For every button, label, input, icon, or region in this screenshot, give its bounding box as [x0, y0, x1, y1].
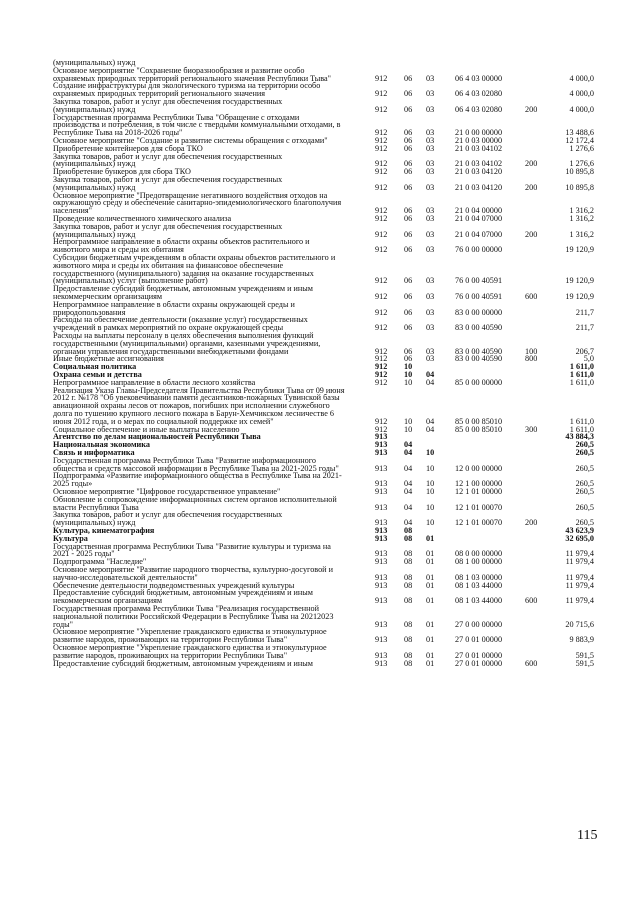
subsection-code: 03	[426, 291, 435, 301]
admin-code: 912	[375, 291, 388, 301]
amount: 13 488,6	[565, 128, 594, 138]
admin-code: 912	[375, 128, 388, 138]
admin-code: 912	[375, 73, 388, 83]
amount: 32 695,0	[565, 533, 594, 543]
subsection-code: 03	[426, 307, 435, 317]
admin-code: 912	[375, 182, 388, 192]
amount: 591,5	[575, 658, 594, 668]
target-article-code: 08 0 00 00000	[455, 549, 503, 559]
target-article-code: 85 0 00 85010	[455, 424, 503, 434]
subsection-code: 10	[426, 448, 435, 457]
admin-code: 912	[375, 354, 388, 364]
expense-name: Непрограммное направление в области охраны окружающей среды и природопользования	[53, 299, 295, 317]
subsection-code: 03	[426, 143, 435, 153]
expense-name: Закупка товаров, работ и услуг для обеспечения государственных (муниципальных) нужд	[53, 97, 283, 114]
section-code: 10	[404, 416, 413, 426]
subsection-code: 03	[426, 167, 435, 177]
section-code: 06	[404, 128, 413, 138]
section-code: 08	[404, 557, 413, 567]
table-row	[0, 114, 640, 137]
section-code: 08	[404, 526, 413, 535]
section-code: 04	[404, 448, 413, 457]
section-code: 06	[404, 276, 413, 286]
subsection-code: 01	[426, 619, 435, 629]
expense-type-code: 600	[525, 291, 538, 301]
expense-name: Культура	[53, 533, 88, 543]
subsection-code: 03	[426, 229, 435, 239]
table-row	[0, 192, 640, 215]
target-article-code: 21 0 04 00000	[455, 206, 503, 216]
admin-code: 913	[375, 487, 388, 496]
expense-name: Непрограммное направление в области лесного хозяйства	[53, 377, 256, 387]
expense-name: Предоставление субсидий бюджетным, автономным учреждениям и иным	[53, 658, 313, 668]
expense-name: Основное мероприятие "Предотвращение негативного воздействия отходов на окружающую среду и обеспечение санитарно-эпидемиологического благополучия населения"	[53, 190, 342, 216]
amount: 260,5	[575, 487, 594, 496]
amount: 11 979,4	[565, 572, 594, 582]
expense-name: Основное мероприятие "Сохранение биоразнообразия и развитие особо охраняемых природных территорий регионального значения Республики Тыва"	[53, 65, 331, 83]
target-article-code: 08 1 03 44000	[455, 596, 503, 606]
target-article-code: 08 1 03 44000	[455, 580, 503, 590]
subsection-code: 03	[426, 136, 435, 145]
subsection-code: 03	[426, 346, 435, 356]
target-article-code: 12 0 00 00000	[455, 463, 503, 473]
expense-name: (муниципальных) нужд	[53, 58, 136, 67]
section-code: 06	[404, 89, 413, 99]
amount: 260,5	[575, 440, 594, 450]
subsection-code: 01	[426, 572, 435, 582]
section-code: 08	[404, 580, 413, 590]
expense-name: Подпрограмма "Наследие"	[53, 557, 147, 567]
subsection-code: 04	[426, 377, 435, 387]
target-article-code: 83 0 00 00000	[455, 307, 503, 317]
expense-name: Закупка товаров, работ и услуг для обеспечения государственных (муниципальных) нужд	[53, 175, 283, 192]
subsection-code: 04	[426, 416, 435, 426]
amount: 591,5	[575, 650, 594, 660]
target-article-code: 83 0 00 40590	[455, 354, 503, 364]
amount: 260,5	[575, 479, 594, 489]
amount: 43 884,3	[565, 432, 594, 442]
section-code: 06	[404, 307, 413, 317]
target-article-code: 21 0 00 00000	[455, 128, 503, 138]
target-article-code: 21 0 04 07000	[455, 229, 503, 239]
section-code: 06	[404, 291, 413, 301]
expense-name: Расходы на обеспечение деятельности (оказание услуг) государственных учреждений в рамках мероприятий по охране окружающей среды	[53, 315, 308, 333]
expense-name: Охрана семьи и детства	[53, 370, 142, 379]
section-code: 08	[404, 549, 413, 559]
page-number: 115	[577, 828, 598, 843]
subsection-code: 03	[426, 214, 435, 223]
table-row	[0, 457, 640, 473]
amount: 1 316,2	[569, 214, 594, 223]
section-code: 04	[404, 502, 413, 512]
subsection-code: 03	[426, 354, 435, 364]
admin-code: 912	[375, 416, 388, 426]
target-article-code: 85 0 00 85010	[455, 416, 503, 426]
table-row	[0, 496, 640, 512]
section-code: 06	[404, 323, 413, 333]
section-code: 08	[404, 658, 413, 668]
expense-name: Предоставление субсидий бюджетным, автономным учреждениям и иным некоммерческим организациям	[53, 284, 313, 301]
admin-code: 913	[375, 526, 388, 535]
target-article-code: 06 4 03 02080	[455, 104, 503, 114]
table-row	[0, 644, 640, 660]
target-article-code: 21 0 03 04120	[455, 167, 503, 177]
table-row	[0, 285, 640, 301]
target-article-code: 08 1 00 00000	[455, 557, 503, 567]
expense-name: Связь и информатика	[53, 448, 135, 457]
admin-code: 913	[375, 572, 388, 582]
admin-code: 913	[375, 432, 388, 442]
table-row	[0, 387, 640, 426]
amount: 1 611,0	[569, 370, 594, 379]
subsection-code: 03	[426, 89, 435, 99]
subsection-code: 04	[426, 424, 435, 434]
subsection-code: 01	[426, 650, 435, 660]
subsection-code: 03	[426, 276, 435, 286]
admin-code: 912	[375, 214, 388, 223]
amount: 43 623,9	[565, 526, 594, 535]
amount: 1 611,0	[569, 362, 594, 372]
admin-code: 912	[375, 370, 388, 379]
admin-code: 912	[375, 89, 388, 99]
amount: 1 316,2	[569, 229, 594, 239]
table-row	[0, 176, 640, 192]
amount: 1 276,6	[569, 159, 594, 169]
expense-type-code: 600	[525, 658, 538, 668]
table-row	[0, 589, 640, 605]
target-article-code: 12 1 01 00070	[455, 502, 503, 512]
expense-name: Государственная программа Республики Тыва "Обращение с отходами производства и потребления, в том числе с твердыми коммунальными отходами, в Республике Тыва на 2018-2026 годы"	[53, 112, 341, 138]
target-article-code: 21 0 03 00000	[455, 136, 503, 145]
amount: 1 611,0	[569, 377, 594, 387]
subsection-code: 03	[426, 245, 435, 255]
section-code: 08	[404, 572, 413, 582]
admin-code: 912	[375, 143, 388, 153]
amount: 12 172,4	[565, 136, 594, 145]
admin-code: 912	[375, 424, 388, 434]
expense-type-code: 800	[525, 354, 538, 364]
section-code: 06	[404, 143, 413, 153]
target-article-code: 27 0 01 00000	[455, 650, 503, 660]
section-code: 06	[404, 245, 413, 255]
amount: 19 120,9	[565, 276, 594, 286]
admin-code: 912	[375, 167, 388, 177]
expense-name: Государственная программа Республики Тыва "Реализация государственной национальной политики Российской Федерации в Республике Тыва на 20212023 годы"	[53, 604, 334, 629]
subsection-code: 01	[426, 596, 435, 606]
target-article-code: 21 0 03 04120	[455, 182, 503, 192]
amount: 10 895,8	[565, 182, 594, 192]
expense-type-code: 200	[525, 518, 538, 528]
admin-code: 913	[375, 619, 388, 629]
section-code: 08	[404, 635, 413, 645]
amount: 4 000,0	[569, 89, 594, 99]
admin-code: 913	[375, 549, 388, 559]
admin-code: 912	[375, 229, 388, 239]
admin-code: 912	[375, 377, 388, 387]
subsection-code: 03	[426, 159, 435, 169]
expense-name: Социальная политика	[53, 362, 137, 372]
amount: 5,0	[583, 354, 594, 364]
expense-type-code: 300	[525, 424, 538, 434]
section-code: 06	[404, 167, 413, 177]
subsection-code: 10	[426, 479, 435, 489]
expense-name: Подпрограмма «Развитие информационного общества в Республике Тыва на 2021- 2025 годы»	[53, 471, 342, 489]
section-code: 08	[404, 596, 413, 606]
admin-code: 912	[375, 136, 388, 145]
amount: 211,7	[575, 323, 594, 333]
amount: 20 715,6	[565, 619, 594, 629]
table-row	[0, 301, 640, 317]
section-code: 10	[404, 424, 413, 434]
section-code: 08	[404, 650, 413, 660]
admin-code: 912	[375, 206, 388, 216]
target-article-code: 06 4 03 02080	[455, 89, 503, 99]
expense-name: Приобретение бункеров для сбора ТКО	[53, 167, 191, 177]
subsection-code: 03	[426, 104, 435, 114]
admin-code: 913	[375, 658, 388, 668]
expense-name: Национальная экономика	[53, 440, 150, 450]
admin-code: 913	[375, 479, 388, 489]
table-row	[0, 254, 640, 285]
table-row	[0, 543, 640, 559]
amount: 260,5	[575, 518, 594, 528]
amount: 19 120,9	[565, 245, 594, 255]
table-row	[0, 238, 640, 254]
target-article-code: 21 0 04 07000	[455, 214, 503, 223]
expense-name: Субсидии бюджетным учреждениям в области охраны объектов растительного и животного мира и среды их обитания на финансовое обеспечение государственного (муниципального) задания на оказание государственных (муниципальных) услуг (выполнение работ)	[53, 253, 336, 286]
admin-code: 912	[375, 159, 388, 169]
section-code: 10	[404, 362, 413, 372]
amount: 4 000,0	[569, 104, 594, 114]
amount: 11 979,4	[565, 549, 594, 559]
expense-name: Культура, кинематография	[53, 526, 155, 535]
admin-code: 913	[375, 596, 388, 606]
admin-code: 912	[375, 362, 388, 372]
subsection-code: 01	[426, 557, 435, 567]
expense-name: Обеспечение деятельности подведомственных учреждений культуры	[53, 580, 295, 590]
expense-name: Создание инфраструктуры для экологического туризма на территории особо охраняемых природных территорий регионального значения	[53, 81, 321, 99]
section-code: 06	[404, 214, 413, 223]
amount: 11 979,4	[565, 596, 594, 606]
section-code: 04	[404, 479, 413, 489]
expense-name: Непрограммное направление в области охраны объектов растительного и животного мира и среды их обитания	[53, 237, 310, 255]
expense-name: Предоставление субсидий бюджетным, автономным учреждениям и иным некоммерческим организациям	[53, 588, 313, 606]
target-article-code: 27 0 01 00000	[455, 658, 503, 668]
section-code: 06	[404, 346, 413, 356]
amount: 1 276,6	[569, 143, 594, 153]
amount: 211,7	[575, 307, 594, 317]
target-article-code: 12 1 00 00000	[455, 479, 503, 489]
target-article-code: 27 0 00 00000	[455, 619, 503, 629]
section-code: 06	[404, 104, 413, 114]
target-article-code: 76 0 00 00000	[455, 245, 503, 255]
expense-name: Государственная программа Республики Тыва "Развитие информационного общества и средств массовой информации в Республике Тыва на 2021-2025 годы"	[53, 455, 339, 473]
section-code: 06	[404, 159, 413, 169]
table-row	[0, 316, 640, 332]
target-article-code: 83 0 00 40590	[455, 346, 503, 356]
expense-name: Основное мероприятие "Цифровое государственное управление"	[53, 487, 281, 496]
admin-code: 913	[375, 650, 388, 660]
target-article-code: 21 0 03 04102	[455, 143, 503, 153]
subsection-code: 03	[426, 182, 435, 192]
table-row	[0, 660, 640, 668]
target-article-code: 06 4 03 00000	[455, 73, 503, 83]
subsection-code: 10	[426, 463, 435, 473]
target-article-code: 83 0 00 40590	[455, 323, 503, 333]
expense-name: Проведение количественного химического анализа	[53, 214, 232, 223]
section-code: 04	[404, 518, 413, 528]
subsection-code: 03	[426, 73, 435, 83]
admin-code: 912	[375, 245, 388, 255]
subsection-code: 03	[426, 323, 435, 333]
amount: 260,5	[575, 502, 594, 512]
section-code: 04	[404, 487, 413, 496]
admin-code: 912	[375, 323, 388, 333]
expense-type-code: 200	[525, 229, 538, 239]
target-article-code: 76 0 00 40591	[455, 291, 503, 301]
amount: 206,7	[575, 346, 594, 356]
amount: 11 979,4	[565, 557, 594, 567]
admin-code: 912	[375, 276, 388, 286]
admin-code: 913	[375, 518, 388, 528]
expense-name: Основное мероприятие "Создание и развитие системы обращения с отходами"	[53, 136, 328, 145]
table-row	[0, 605, 640, 628]
table-row	[0, 332, 640, 355]
admin-code: 913	[375, 448, 388, 457]
section-code: 04	[404, 463, 413, 473]
expense-name: Основное мероприятие "Развитие народного творчества, культурно-досуговой и научно-исследовательской деятельности"	[53, 565, 333, 582]
table-row	[0, 511, 640, 527]
admin-code: 913	[375, 635, 388, 645]
expense-name: Социальное обеспечение и иные выплаты населению	[53, 424, 240, 434]
admin-code: 912	[375, 307, 388, 317]
section-code: 08	[404, 619, 413, 629]
amount: 19 120,9	[565, 291, 594, 301]
target-article-code: 76 0 00 40591	[455, 276, 503, 286]
admin-code: 913	[375, 533, 388, 543]
target-article-code: 21 0 03 04102	[455, 159, 503, 169]
amount: 10 895,8	[565, 167, 594, 177]
subsection-code: 04	[426, 370, 435, 379]
subsection-code: 03	[426, 128, 435, 138]
table-row	[0, 628, 640, 644]
expense-type-code: 200	[525, 182, 538, 192]
admin-code: 913	[375, 580, 388, 590]
subsection-code: 01	[426, 580, 435, 590]
subsection-code: 01	[426, 533, 435, 543]
section-code: 06	[404, 206, 413, 216]
table-row	[0, 153, 640, 169]
target-article-code: 27 0 01 00000	[455, 635, 503, 645]
admin-code: 913	[375, 440, 388, 450]
section-code: 06	[404, 136, 413, 145]
expense-name: Приобретение контейнеров для сбора ТКО	[53, 143, 203, 153]
expense-name: Реализация Указа Главы-Председателя Правительства Республики Тыва от 09 июня 2012 г. №178 "Об увековечивании памяти десантников-пожарных Тувинской базы авиационной охраны лесов от пожаров, погибших при исполнении служебного долга по тушению крупного лесного пожара в Барун-Хемчикском лесничестве 6 июня 2012 года, и о мерах по социальной поддержке их семей"	[53, 385, 345, 426]
target-article-code: 12 1 01 00000	[455, 487, 503, 496]
table-row	[0, 82, 640, 98]
expense-type-code: 200	[525, 104, 538, 114]
expense-name: Закупка товаров, работ и услуг для обеспечения государственных (муниципальных) нужд	[53, 510, 283, 528]
table-row	[0, 472, 640, 488]
subsection-code: 03	[426, 206, 435, 216]
amount: 1 611,0	[569, 424, 594, 434]
expense-name: Основное мероприятие "Укрепление гражданского единства и этнокультурное развитие народов, проживающих на территории Республики Тыва"	[53, 643, 327, 660]
table-row	[0, 566, 640, 582]
expense-name: Закупка товаров, работ и услуг для обеспечения государственных (муниципальных) нужд	[53, 221, 283, 239]
section-code: 06	[404, 73, 413, 83]
expense-type-code: 100	[525, 346, 538, 356]
subsection-code: 01	[426, 549, 435, 559]
expense-name: Государственная программа Республики Тыва "Развитие культуры и туризма на 2021 - 2025 годы"	[53, 541, 331, 559]
amount: 11 979,4	[565, 580, 594, 590]
table-row	[0, 223, 640, 239]
expense-name: Расходы на выплаты персоналу в целях обеспечения выполнения функций государственными (муниципальными) органами, казенными учреждениями, органами управления государственными внебюджетными фондами	[53, 331, 321, 356]
subsection-code: 01	[426, 658, 435, 668]
target-article-code: 08 1 03 00000	[455, 572, 503, 582]
amount: 4 000,0	[569, 73, 594, 83]
subsection-code: 10	[426, 487, 435, 496]
admin-code: 913	[375, 502, 388, 512]
table-row	[0, 98, 640, 114]
expense-name: Агентство по делам национальностей Республики Тыва	[53, 432, 261, 442]
admin-code: 913	[375, 463, 388, 473]
section-code: 04	[404, 440, 413, 450]
target-article-code: 12 1 01 00070	[455, 518, 503, 528]
expense-type-code: 200	[525, 159, 538, 169]
section-code: 06	[404, 182, 413, 192]
section-code: 10	[404, 377, 413, 387]
expense-name: Основное мероприятие "Укрепление гражданского единства и этнокультурное развитие народов, проживающих на территории Республики Тыва"	[53, 627, 327, 645]
amount: 1 316,2	[569, 206, 594, 216]
expense-type-code: 600	[525, 596, 538, 606]
section-code: 08	[404, 533, 413, 543]
section-code: 06	[404, 354, 413, 364]
subsection-code: 10	[426, 502, 435, 512]
admin-code: 913	[375, 557, 388, 567]
amount: 260,5	[575, 448, 594, 457]
section-code: 06	[404, 229, 413, 239]
amount: 9 883,9	[569, 635, 594, 645]
target-article-code: 85 0 00 00000	[455, 377, 503, 387]
expense-name: Обновление и сопровождение информационных систем органов исполнительной власти Республики Тыва	[53, 494, 337, 512]
subsection-code: 10	[426, 518, 435, 528]
amount: 1 611,0	[569, 416, 594, 426]
expense-name: Закупка товаров, работ и услуг для обеспечения государственных (муниципальных) нужд	[53, 151, 283, 169]
table-row	[0, 527, 640, 535]
section-code: 10	[404, 370, 413, 379]
admin-code: 912	[375, 346, 388, 356]
subsection-code: 01	[426, 635, 435, 645]
expense-name: Иные бюджетные ассигнования	[53, 354, 164, 364]
amount: 260,5	[575, 463, 594, 473]
admin-code: 912	[375, 104, 388, 114]
table-row	[0, 67, 640, 83]
